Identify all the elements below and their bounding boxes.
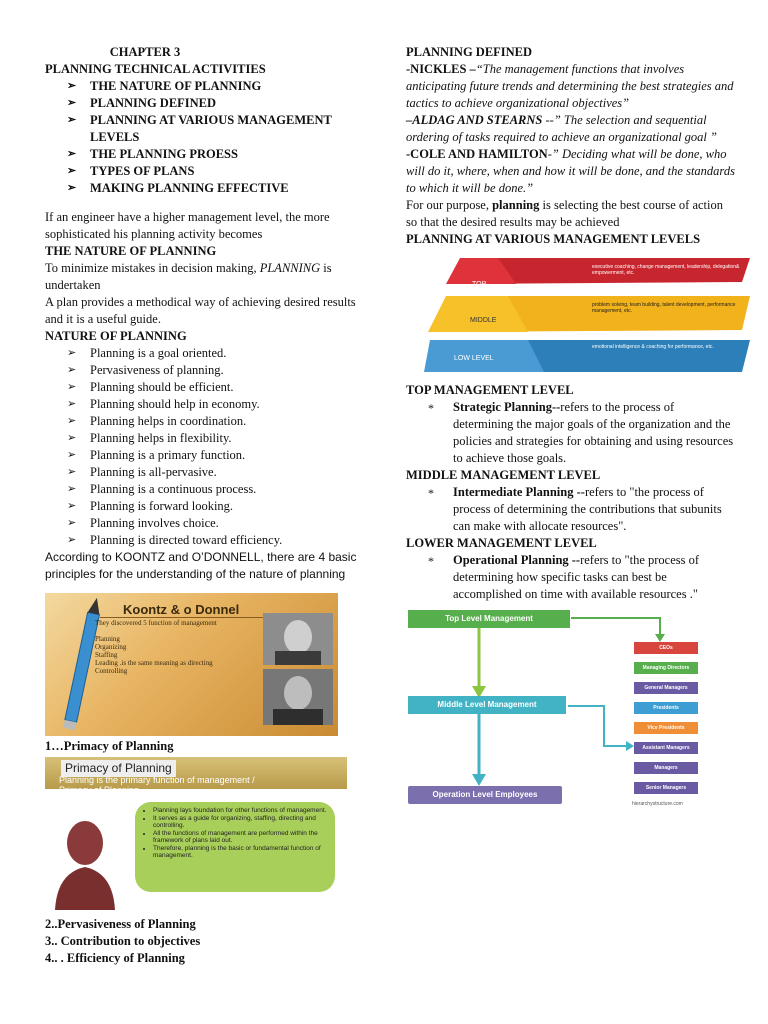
toc-item: ➢ MAKING PLANNING EFFECTIVE — [67, 180, 367, 197]
slide-item: Leading .is the same meaning as directing — [95, 659, 213, 667]
middle-level-list — [406, 484, 736, 535]
org-middle-box: Middle Level Management — [408, 696, 566, 714]
nature-paragraph-1 — [45, 260, 367, 294]
hierarchy-chart — [406, 606, 706, 806]
org-operation-box: Operation Level Employees — [408, 786, 562, 804]
levels-section — [406, 382, 736, 603]
toc-item: ➢ PLANNING AT VARIOUS MANAGEMENT LEVELS — [67, 112, 367, 146]
role-ceos: CEOs — [634, 642, 698, 654]
divider — [100, 617, 280, 618]
list-item: ➢ Planning should be efficient. — [67, 379, 367, 396]
role-managers: Managers — [634, 762, 698, 774]
role-presidents: Presidents — [634, 702, 698, 714]
text: To minimize mistakes in decision making, — [45, 261, 260, 275]
purpose-paragraph — [406, 197, 736, 231]
list-item: ➢ Planning is all-pervasive. — [67, 464, 367, 481]
list-item: ➢ Planning helps in flexibility. — [67, 430, 367, 447]
person-photo-icon — [263, 669, 333, 725]
odonnell-photo — [263, 669, 333, 725]
slide-bullet: • Planning lays foundation for other functions of management. — [153, 807, 341, 815]
term: Operational Planning -- — [453, 553, 581, 567]
koontz-paragraph: According to KOONTZ and O’DONNELL, there are 4 basic principles for the understanding of the nature of planning — [45, 550, 357, 581]
definition: refers to "the process of determining how specific tasks can best be accomplished on time with available resources ." — [453, 553, 700, 601]
author: –ALDAG AND STEARNS — [406, 113, 543, 127]
nature-heading: THE NATURE OF PLANNING — [45, 244, 217, 258]
list-item: ➢ Planning should help in economy. — [67, 396, 367, 413]
nature-list-heading: NATURE OF PLANNING — [45, 329, 187, 343]
pyramid-top-desc: executive coaching, change management, leadership, delegation& empowerment, etc. — [592, 264, 740, 276]
slide-title: Primacy of Planning — [61, 760, 176, 777]
middle-level-heading: MIDDLE MANAGEMENT LEVEL — [406, 468, 601, 482]
list-item: ➢ Planning involves choice. — [67, 515, 367, 532]
principle-item: 2..Pervasiveness of Planning — [45, 917, 196, 931]
chapter-heading: PLANNING TECHNICAL ACTIVITIES — [45, 62, 266, 76]
list-item: ➢ Planning is a goal oriented. — [67, 345, 367, 362]
lower-level-list — [406, 552, 736, 603]
list-item: ➢ Pervasiveness of planning. — [67, 362, 367, 379]
list-item: ➢ Planning is a primary function. — [67, 447, 367, 464]
top-level-heading: TOP MANAGEMENT LEVEL — [406, 383, 574, 397]
quote: -” Deciding what will be done, who will do it, where, when and how it will be done, and the standards to which it will be done.” — [406, 147, 735, 195]
list-item — [428, 399, 736, 467]
person-photo-icon — [263, 613, 333, 665]
slide-item: Staffing — [95, 651, 118, 659]
quote: --” The selection and sequential ordering of tasks required to achieve an organizational goal ” — [406, 113, 717, 144]
toc-item: ➢ PLANNING DEFINED — [67, 95, 367, 112]
list-item: ➢ Planning is a continuous process. — [67, 481, 367, 498]
slide-item: Planning — [95, 635, 120, 643]
role-assistant-managers: Assistant Managers — [634, 742, 698, 754]
text: For our purpose, — [406, 198, 493, 212]
slide-body — [95, 619, 255, 675]
org-source: hierarchystructure.com — [632, 801, 683, 807]
slide-bullet: • It serves as a guide for organizing, staffing, directing and controlling. — [153, 815, 341, 830]
slide-bullet: • Therefore, planning is the basic or fundamental function of management. — [153, 845, 341, 860]
list-item — [428, 552, 736, 603]
role-senior-managers: Senior Managers — [634, 782, 698, 794]
left-column — [45, 44, 367, 583]
defined-heading: PLANNING DEFINED — [406, 45, 533, 59]
principles-list — [45, 916, 200, 967]
toc-item: ➢ TYPES OF PLANS — [67, 163, 367, 180]
right-column — [406, 44, 736, 248]
text: is selecting the best course of action so that the desired results may be achieved — [406, 198, 723, 229]
levels-heading: PLANNING AT VARIOUS MANAGEMENT LEVELS — [406, 232, 701, 246]
slide-item: Controlling — [95, 667, 128, 675]
koontz-slide-image — [45, 593, 338, 736]
nickles-definition — [406, 61, 736, 112]
pyramid-diagram — [424, 254, 750, 374]
slide-item: Organizing — [95, 643, 127, 651]
role-managing-directors: Managing Directors — [634, 662, 698, 674]
pyramid-middle-label: MIDDLE — [470, 317, 497, 324]
list-item: ➢ Planning is directed toward efficiency. — [67, 532, 367, 549]
intro-paragraph: If an engineer have a higher management level, the more sophisticated his planning activity becomes — [45, 210, 330, 241]
nature-list — [45, 345, 367, 549]
author: -NICKLES – — [406, 62, 476, 76]
primacy-slide-image — [45, 755, 347, 910]
author: -COLE AND HAMILTON — [406, 147, 548, 161]
principle-item: 3.. Contribution to objectives — [45, 934, 201, 948]
list-item: ➢ Planning helps in coordination. — [67, 413, 367, 430]
slide-subtitle: Planning is the primary function of management / Primacy of Planning — [59, 775, 255, 795]
toc-item: ➢ THE NATURE OF PLANNING — [67, 78, 367, 95]
list-item — [428, 484, 736, 535]
list-item: ➢ Planning is forward looking. — [67, 498, 367, 515]
slide-bullet: They discovered 5 function of management — [95, 619, 217, 627]
nature-paragraph-2: A plan provides a methodical way of achieving desired results and it is a useful guide. — [45, 295, 356, 326]
slide-bullets — [145, 807, 341, 860]
definition: refers to "the process of process of determining the contributions that subunits can make with allocate resources". — [453, 485, 722, 533]
chapter-title: CHAPTER 3 — [109, 45, 181, 59]
term: Strategic Planning-- — [453, 400, 561, 414]
lower-level-heading: LOWER MANAGEMENT LEVEL — [406, 536, 597, 550]
slide-bullet: • All the functions of management are performed within the framework of plans laid out. — [153, 830, 341, 845]
role-general-managers: General Managers — [634, 682, 698, 694]
slide-title: Koontz & o Donnel — [123, 602, 240, 617]
term: Intermediate Planning -- — [453, 485, 585, 499]
quote: “The management functions that involves anticipating future trends and determining the best strategies and tactics to achieve organizational objectives” — [406, 62, 734, 110]
pyramid-middle-desc: problem solving, team building, talent development, performance management, etc. — [592, 302, 736, 314]
pyramid-top-label: TOP — [472, 281, 487, 288]
aldag-definition — [406, 112, 736, 146]
koontz-photo — [263, 613, 333, 665]
head-silhouette-icon — [45, 803, 140, 910]
definition: refers to the process of determining the major goals of the organization and the policies and strategies for obtaining and using resources to achieve those goals. — [453, 400, 734, 465]
toc-list — [45, 78, 367, 197]
primacy-heading: 1…Primacy of Planning — [45, 739, 174, 753]
role-vice-presidents: Vice Presidents — [634, 722, 698, 734]
toc-item: ➢ THE PLANNING PROESS — [67, 146, 367, 163]
pyramid-low-desc: emotional intelligence & coaching for performance, etc. — [592, 344, 714, 350]
text-italic: PLANNING — [259, 261, 321, 275]
text-bold: planning — [492, 198, 540, 212]
top-level-list — [406, 399, 736, 467]
org-top-box: Top Level Management — [408, 610, 570, 628]
pyramid-low-label: LOW LEVEL — [454, 355, 494, 362]
cole-definition — [406, 146, 736, 197]
principle-item: 4.. . Efficiency of Planning — [45, 951, 185, 965]
text: is undertaken — [45, 261, 332, 292]
